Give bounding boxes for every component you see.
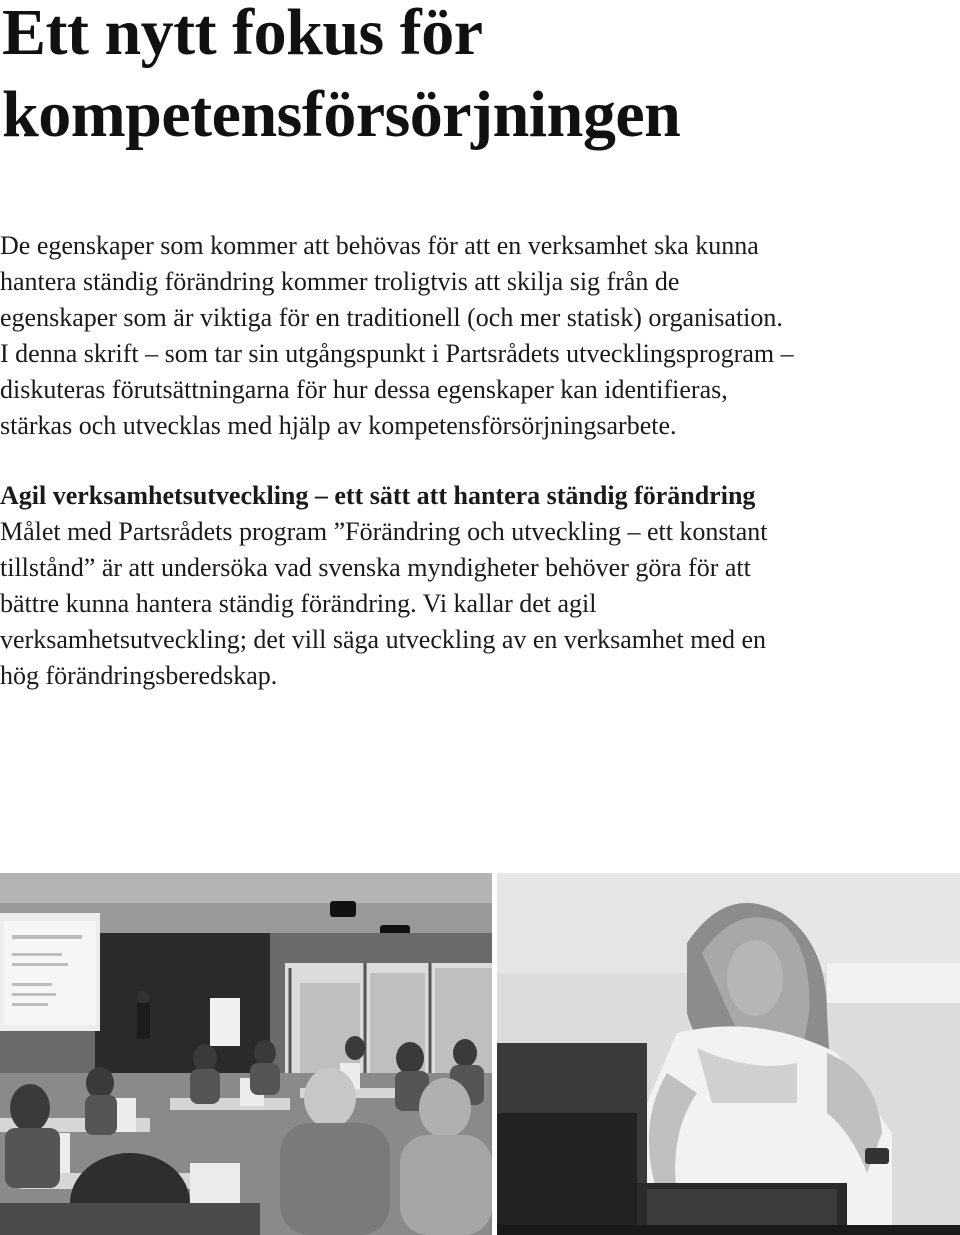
intro-paragraph [0,228,960,444]
intro-line: De egenskaper som kommer att behövas för att en verksamhet ska kunna [0,231,759,260]
section-line: verksamhetsutveckling; det vill säga utveckling av en verksamhet med en [0,625,767,654]
intro-line: I denna skrift – som tar sin utgångspunkt i Partsrådets utvecklingsprogram – [0,339,794,368]
conference-photo [0,873,492,1235]
section-line: tillstånd” är att undersöka vad svenska myndigheter behöver göra för att [0,553,751,582]
intro-line: hantera ständig förändring kommer troligtvis att skilja sig från de [0,267,680,296]
agile-section [0,478,960,694]
section-line: bättre kunna hantera ständig förändring. Vi kallar det agil [0,589,597,618]
section-line: Målet med Partsrådets program ”Förändring och utveckling – ett konstant [0,517,768,546]
section-line: hög förändringsberedskap. [0,661,278,690]
intro-line: diskuteras förutsättningarna för hur dessa egenskaper kan identifieras, [0,375,728,404]
page-title [2,0,680,156]
title-line-1: Ett nytt fokus för [2,0,483,69]
intro-line: stärkas och utvecklas med hjälp av kompetensförsörjningsarbete. [0,411,677,440]
title-line-2: kompetensförsörjningen [2,78,681,151]
intro-line: egenskaper som är viktiga för en traditionell (och mer statisk) organisation. [0,303,783,332]
section-heading: Agil verksamhetsutveckling – ett sätt att hantera ständig förändring [0,481,756,510]
section-paragraph [0,514,960,694]
presenter-photo [497,873,960,1235]
